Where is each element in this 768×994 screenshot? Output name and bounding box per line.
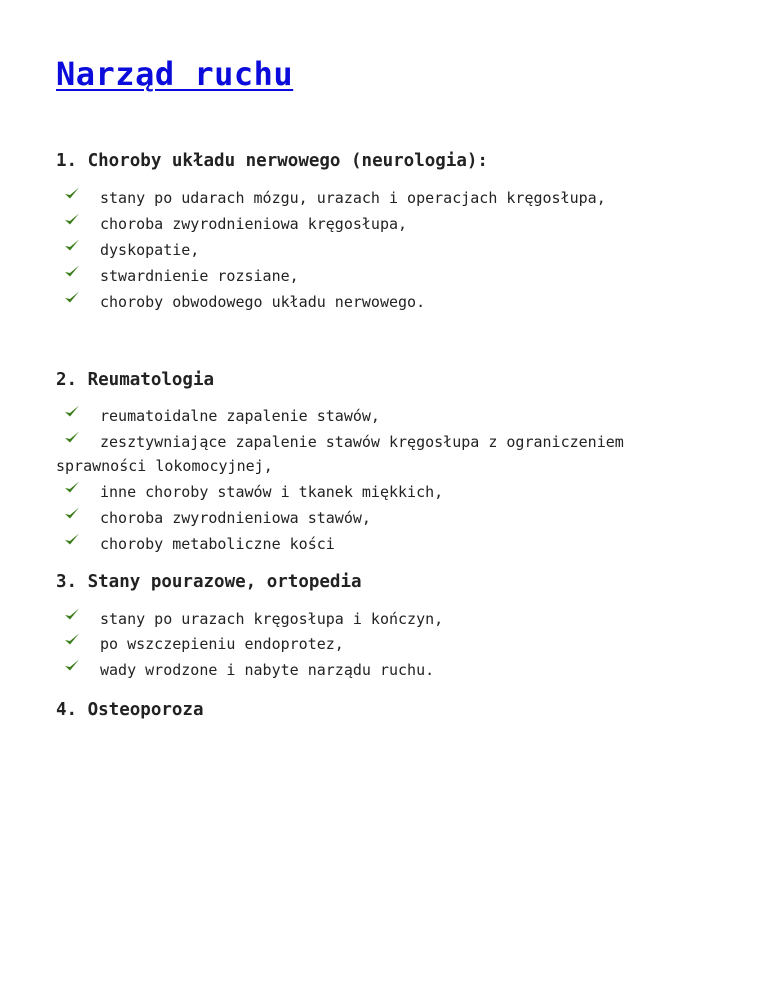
check-icon bbox=[64, 186, 80, 200]
list-item: dyskopatie, bbox=[100, 241, 200, 259]
section-heading-neurology: 1. Choroby układu nerwowego (neurologia): bbox=[56, 151, 488, 171]
list-item: inne choroby stawów i tkanek miękkich, bbox=[100, 483, 444, 501]
list-item: stwardnienie rozsiane, bbox=[100, 267, 299, 285]
check-icon bbox=[64, 506, 80, 520]
check-icon bbox=[64, 532, 80, 546]
check-icon bbox=[64, 212, 80, 226]
list-item: zesztywniające zapalenie stawów kręgosłupa z ograniczeniem bbox=[100, 433, 624, 451]
list-item: choroby obwodowego układu nerwowego. bbox=[100, 293, 426, 311]
list-item: choroba zwyrodnieniowa kręgosłupa, bbox=[100, 215, 408, 233]
check-icon bbox=[64, 607, 80, 621]
section-heading-osteoporosis: 4. Osteoporoza bbox=[56, 700, 204, 720]
list-item: choroba zwyrodnieniowa stawów, bbox=[100, 509, 371, 527]
page-title-link[interactable]: Narząd ruchu bbox=[56, 55, 294, 93]
section-heading-rheumatology: 2. Reumatologia bbox=[56, 370, 215, 390]
list-item: choroby metaboliczne kości bbox=[100, 535, 335, 553]
check-icon bbox=[64, 290, 80, 304]
list-item: po wszczepieniu endoprotez, bbox=[100, 635, 344, 653]
check-icon bbox=[64, 238, 80, 252]
check-icon bbox=[64, 632, 80, 646]
list-item: wady wrodzone i nabyte narządu ruchu. bbox=[100, 661, 435, 679]
list-item-continuation: sprawności lokomocyjnej, bbox=[56, 457, 273, 475]
list-item: reumatoidalne zapalenie stawów, bbox=[100, 407, 380, 425]
check-icon bbox=[64, 480, 80, 494]
check-icon bbox=[64, 264, 80, 278]
check-icon bbox=[64, 430, 80, 444]
list-item: stany po urazach kręgosłupa i kończyn, bbox=[100, 610, 444, 628]
check-icon bbox=[64, 658, 80, 672]
check-icon bbox=[64, 404, 80, 418]
list-item: stany po udarach mózgu, urazach i operacjach kręgosłupa, bbox=[100, 189, 606, 207]
section-heading-orthopedics: 3. Stany pourazowe, ortopedia bbox=[56, 572, 362, 592]
